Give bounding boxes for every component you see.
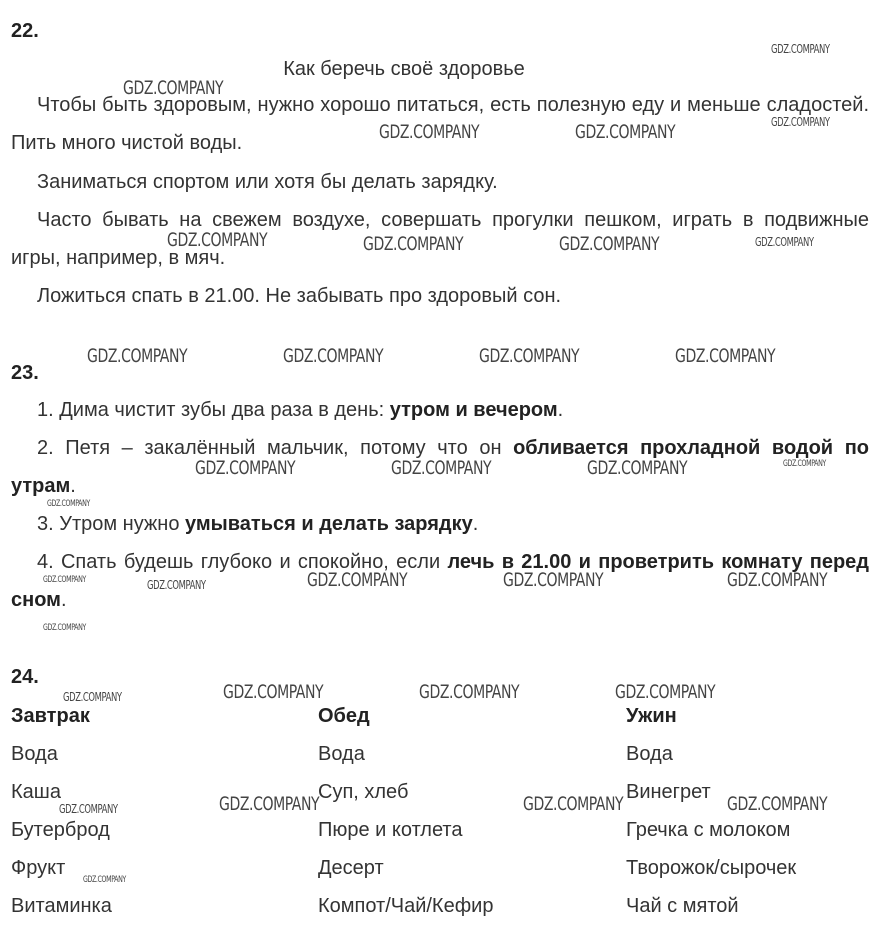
watermark: GDZ.COMPANY: [147, 578, 206, 592]
watermark: GDZ.COMPANY: [559, 233, 660, 255]
watermark: GDZ.COMPANY: [727, 793, 828, 815]
watermark: GDZ.COMPANY: [167, 229, 268, 251]
column-header-lunch: Обед: [318, 705, 370, 727]
watermark: GDZ.COMPANY: [615, 681, 716, 703]
menu-item: Вода: [318, 743, 365, 765]
menu-item: Винегрет: [626, 781, 711, 803]
menu-item: Чай с мятой: [626, 895, 739, 917]
watermark: GDZ.COMPANY: [503, 569, 604, 591]
task-22-paragraph-4: Ложиться спать в 21.00. Не забывать про здоровый сон.: [37, 285, 562, 307]
watermark: GDZ.COMPANY: [419, 681, 520, 703]
task-22-paragraph-2: Заниматься спортом или хотя бы делать зарядку.: [37, 171, 498, 193]
watermark: GDZ.COMPANY: [63, 690, 122, 704]
watermark: GDZ.COMPANY: [219, 793, 320, 815]
menu-item: Каша: [11, 781, 61, 803]
column-header-breakfast: Завтрак: [11, 705, 90, 727]
watermark: GDZ.COMPANY: [783, 459, 826, 469]
watermark: GDZ.COMPANY: [283, 345, 384, 367]
watermark: GDZ.COMPANY: [379, 121, 480, 143]
watermark: GDZ.COMPANY: [195, 457, 296, 479]
menu-item: Суп, хлеб: [318, 781, 409, 803]
watermark: GDZ.COMPANY: [523, 793, 624, 815]
task-23-item-3-answer: умываться и делать зарядку: [185, 513, 473, 535]
task-23-item-1: 1. Дима чистит зубы два раза в день: утром и вечером.: [37, 399, 564, 421]
watermark: GDZ.COMPANY: [363, 233, 464, 255]
menu-item: Гречка с молоком: [626, 819, 791, 841]
menu-item: Витаминка: [11, 895, 112, 917]
watermark: GDZ.COMPANY: [755, 235, 814, 249]
task-22-title: Как беречь своё здоровье: [283, 58, 525, 80]
menu-item: Творожок/сырочек: [626, 857, 797, 879]
menu-item: Вода: [626, 743, 673, 765]
watermark: GDZ.COMPANY: [43, 623, 86, 633]
task-23-number: 23.: [11, 362, 39, 384]
task-23-item-4: 4. Спать будешь глубоко и спокойно, если лечь в 21.00 и проветрить комнату перед сном.: [11, 551, 869, 611]
task-23-item-2: 2. Петя – закалённый мальчик, потому что он обливается прохладной водой по утрам.: [11, 437, 869, 497]
watermark: GDZ.COMPANY: [223, 681, 324, 703]
watermark: GDZ.COMPANY: [391, 457, 492, 479]
task-22-paragraph-3: Часто бывать на свежем воздухе, совершать прогулки пешком, играть в подвижные игры, например, в мяч.: [11, 209, 869, 269]
watermark: GDZ.COMPANY: [771, 42, 830, 56]
watermark: GDZ.COMPANY: [587, 457, 688, 479]
task-23-item-3: 3. Утром нужно умываться и делать зарядку.: [37, 513, 479, 535]
watermark: GDZ.COMPANY: [43, 575, 86, 585]
menu-item: Компот/Чай/Кефир: [318, 895, 494, 917]
watermark: GDZ.COMPANY: [59, 802, 118, 816]
menu-item: Вода: [11, 743, 58, 765]
menu-item: Пюре и котлета: [318, 819, 463, 841]
task-23-item-1-answer: утром и вечером: [389, 399, 558, 421]
watermark: GDZ.COMPANY: [479, 345, 580, 367]
column-header-dinner: Ужин: [626, 705, 677, 727]
watermark: GDZ.COMPANY: [87, 345, 188, 367]
task-22-number: 22.: [11, 20, 39, 42]
watermark: GDZ.COMPANY: [575, 121, 676, 143]
menu-item: Десерт: [318, 857, 384, 879]
watermark: GDZ.COMPANY: [727, 569, 828, 591]
task-23-item-2-answer: обливается прохладной водой по утрам: [11, 437, 869, 497]
watermark: GDZ.COMPANY: [47, 499, 90, 509]
task-22-paragraph-1: Чтобы быть здоровым, нужно хорошо питаться, есть полезную еду и меньше сладостей. Пить много чистой воды.: [11, 94, 869, 154]
task-24-number: 24.: [11, 666, 39, 688]
watermark: GDZ.COMPANY: [771, 115, 830, 129]
watermark: GDZ.COMPANY: [83, 875, 126, 885]
menu-item: Фрукт: [11, 857, 66, 879]
watermark: GDZ.COMPANY: [675, 345, 776, 367]
menu-item: Бутерброд: [11, 819, 110, 841]
task-23-item-4-answer: лечь в 21.00 и проветрить комнату перед сном: [11, 551, 869, 611]
watermark: GDZ.COMPANY: [123, 77, 224, 99]
watermark: GDZ.COMPANY: [307, 569, 408, 591]
